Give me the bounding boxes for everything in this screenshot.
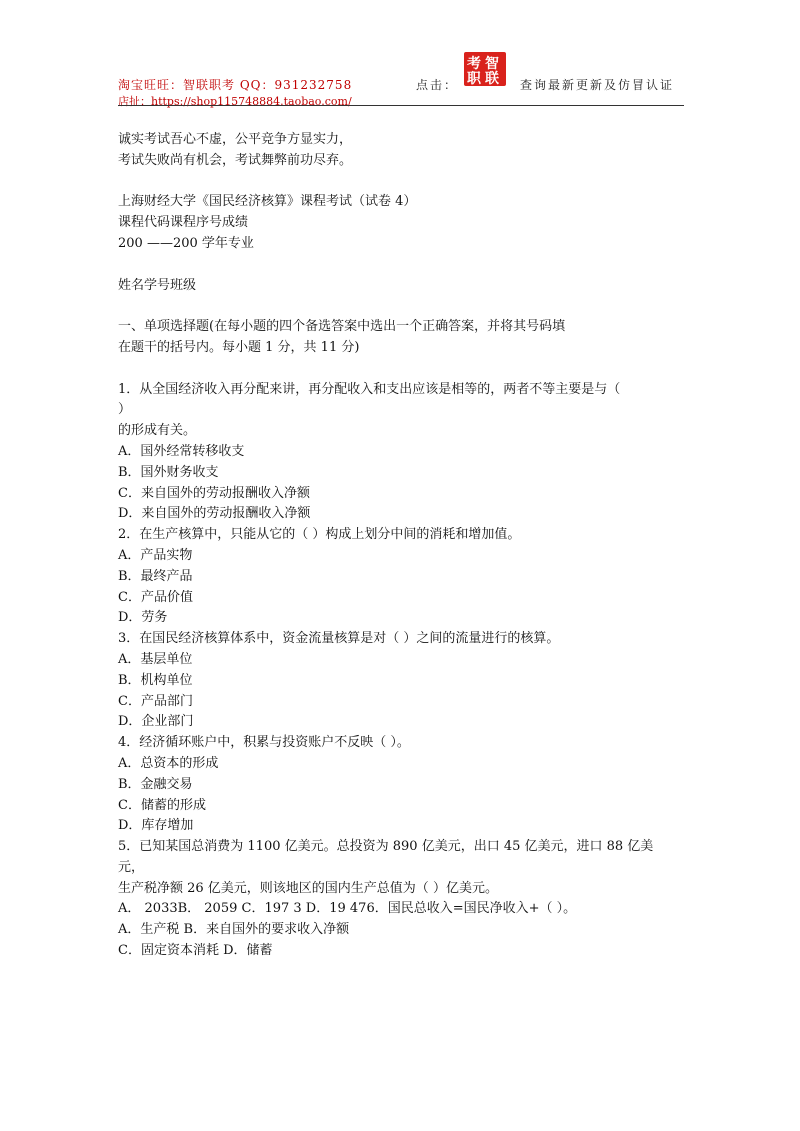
motto-line-2: 考试失败尚有机会，考试舞弊前功尽弃。 [118, 152, 353, 168]
query-link[interactable]: 查询最新更新及仿冒认证 [520, 78, 675, 92]
logo-char-zhi: 智 [485, 56, 499, 72]
shop-link[interactable]: 店扯：https://shop115748884.taobao.com/ [118, 95, 352, 108]
question-line: 的形成有关。 [118, 423, 197, 439]
zhilian-logo[interactable] [464, 52, 506, 86]
exam-document [118, 130, 688, 962]
logo-char-kao: 考 [467, 56, 481, 72]
logo-char-lian: 联 [485, 71, 499, 86]
option-line: D．来自国外的劳动报酬收入净额 [118, 506, 311, 522]
header-rule [118, 105, 684, 106]
question-list [118, 380, 688, 962]
motto-line-1: 诚实考试吾心不虚，公平竞争方显实力， [118, 132, 353, 147]
option-line: A．国外经常转移收支 [118, 443, 245, 459]
option-line: D．企业部门 [118, 714, 194, 730]
question-line: 1．从全国经济收入再分配来讲，再分配收入和支出应该是相等的，两者不等主要是与（ [118, 381, 621, 397]
question-line: 3．在国民经济核算体系中，资金流量核算是对（ ）之间的流量进行的核算。 [118, 631, 560, 647]
option-line: C．储蓄的形成 [118, 797, 206, 813]
shop-contact: 淘宝旺旺：智联职考 QQ：931232758 [118, 78, 353, 92]
option-line: C．产品价值 [118, 589, 193, 605]
option-line: A．生产税 B．来自国外的要求收入净额 [118, 922, 350, 938]
question-line: 4．经济循环账户中，积累与投资账户不反映（ ）。 [118, 735, 410, 751]
question-line: 生产税净额 26 亿美元，则该地区的国内生产总值为（ ）亿美元。 [118, 880, 498, 896]
option-line: D．劳务 [118, 610, 168, 626]
option-line: B．最终产品 [118, 568, 193, 584]
option-line: A． 2033B． 2059 C．197 3 D．19 476．国民总收入=国民净收入+（ ）。 [118, 901, 577, 917]
question-line: 5．已知某国总消费为 1100 亿美元。总投资为 890 亿美元，出口 45 亿美元，进口 88 亿美 [118, 839, 654, 855]
option-line: B．国外财务收支 [118, 464, 219, 480]
student-line: 姓名学号班级 [118, 277, 197, 293]
page-header [118, 52, 684, 106]
year-line: 200 ——200 学年专业 [118, 235, 254, 251]
option-line: A．总资本的形成 [118, 755, 219, 771]
option-line: C．来自国外的劳动报酬收入净额 [118, 485, 310, 501]
course-info: 课程代码课程序号成绩 [118, 215, 249, 231]
section-title-line-1: 一、单项选择题(在每小题的四个备选答案中选出一个正确答案，并将其号码填 [118, 319, 566, 335]
option-line: B．机构单位 [118, 672, 193, 688]
option-line: A．基层单位 [118, 651, 193, 667]
question-line: 元， [118, 859, 145, 875]
click-label: 点击： [416, 78, 459, 92]
exam-title: 上海财经大学《国民经济核算》课程考试（试卷 4） [118, 194, 417, 210]
option-line: C．产品部门 [118, 693, 193, 709]
question-line: 2．在生产核算中，只能从它的（ ）构成上划分中间的消耗和增加值。 [118, 527, 521, 543]
option-line: C．固定资本消耗 D．储蓄 [118, 943, 273, 959]
option-line: B．金融交易 [118, 776, 193, 792]
section-title-line-2: 在题干的括号内。每小题 1 分，共 11 分) [118, 339, 360, 355]
question-line: ） [118, 402, 132, 418]
option-line: A．产品实物 [118, 547, 193, 563]
option-line: D．库存增加 [118, 818, 194, 834]
logo-char-zhi2: 职 [467, 71, 481, 86]
